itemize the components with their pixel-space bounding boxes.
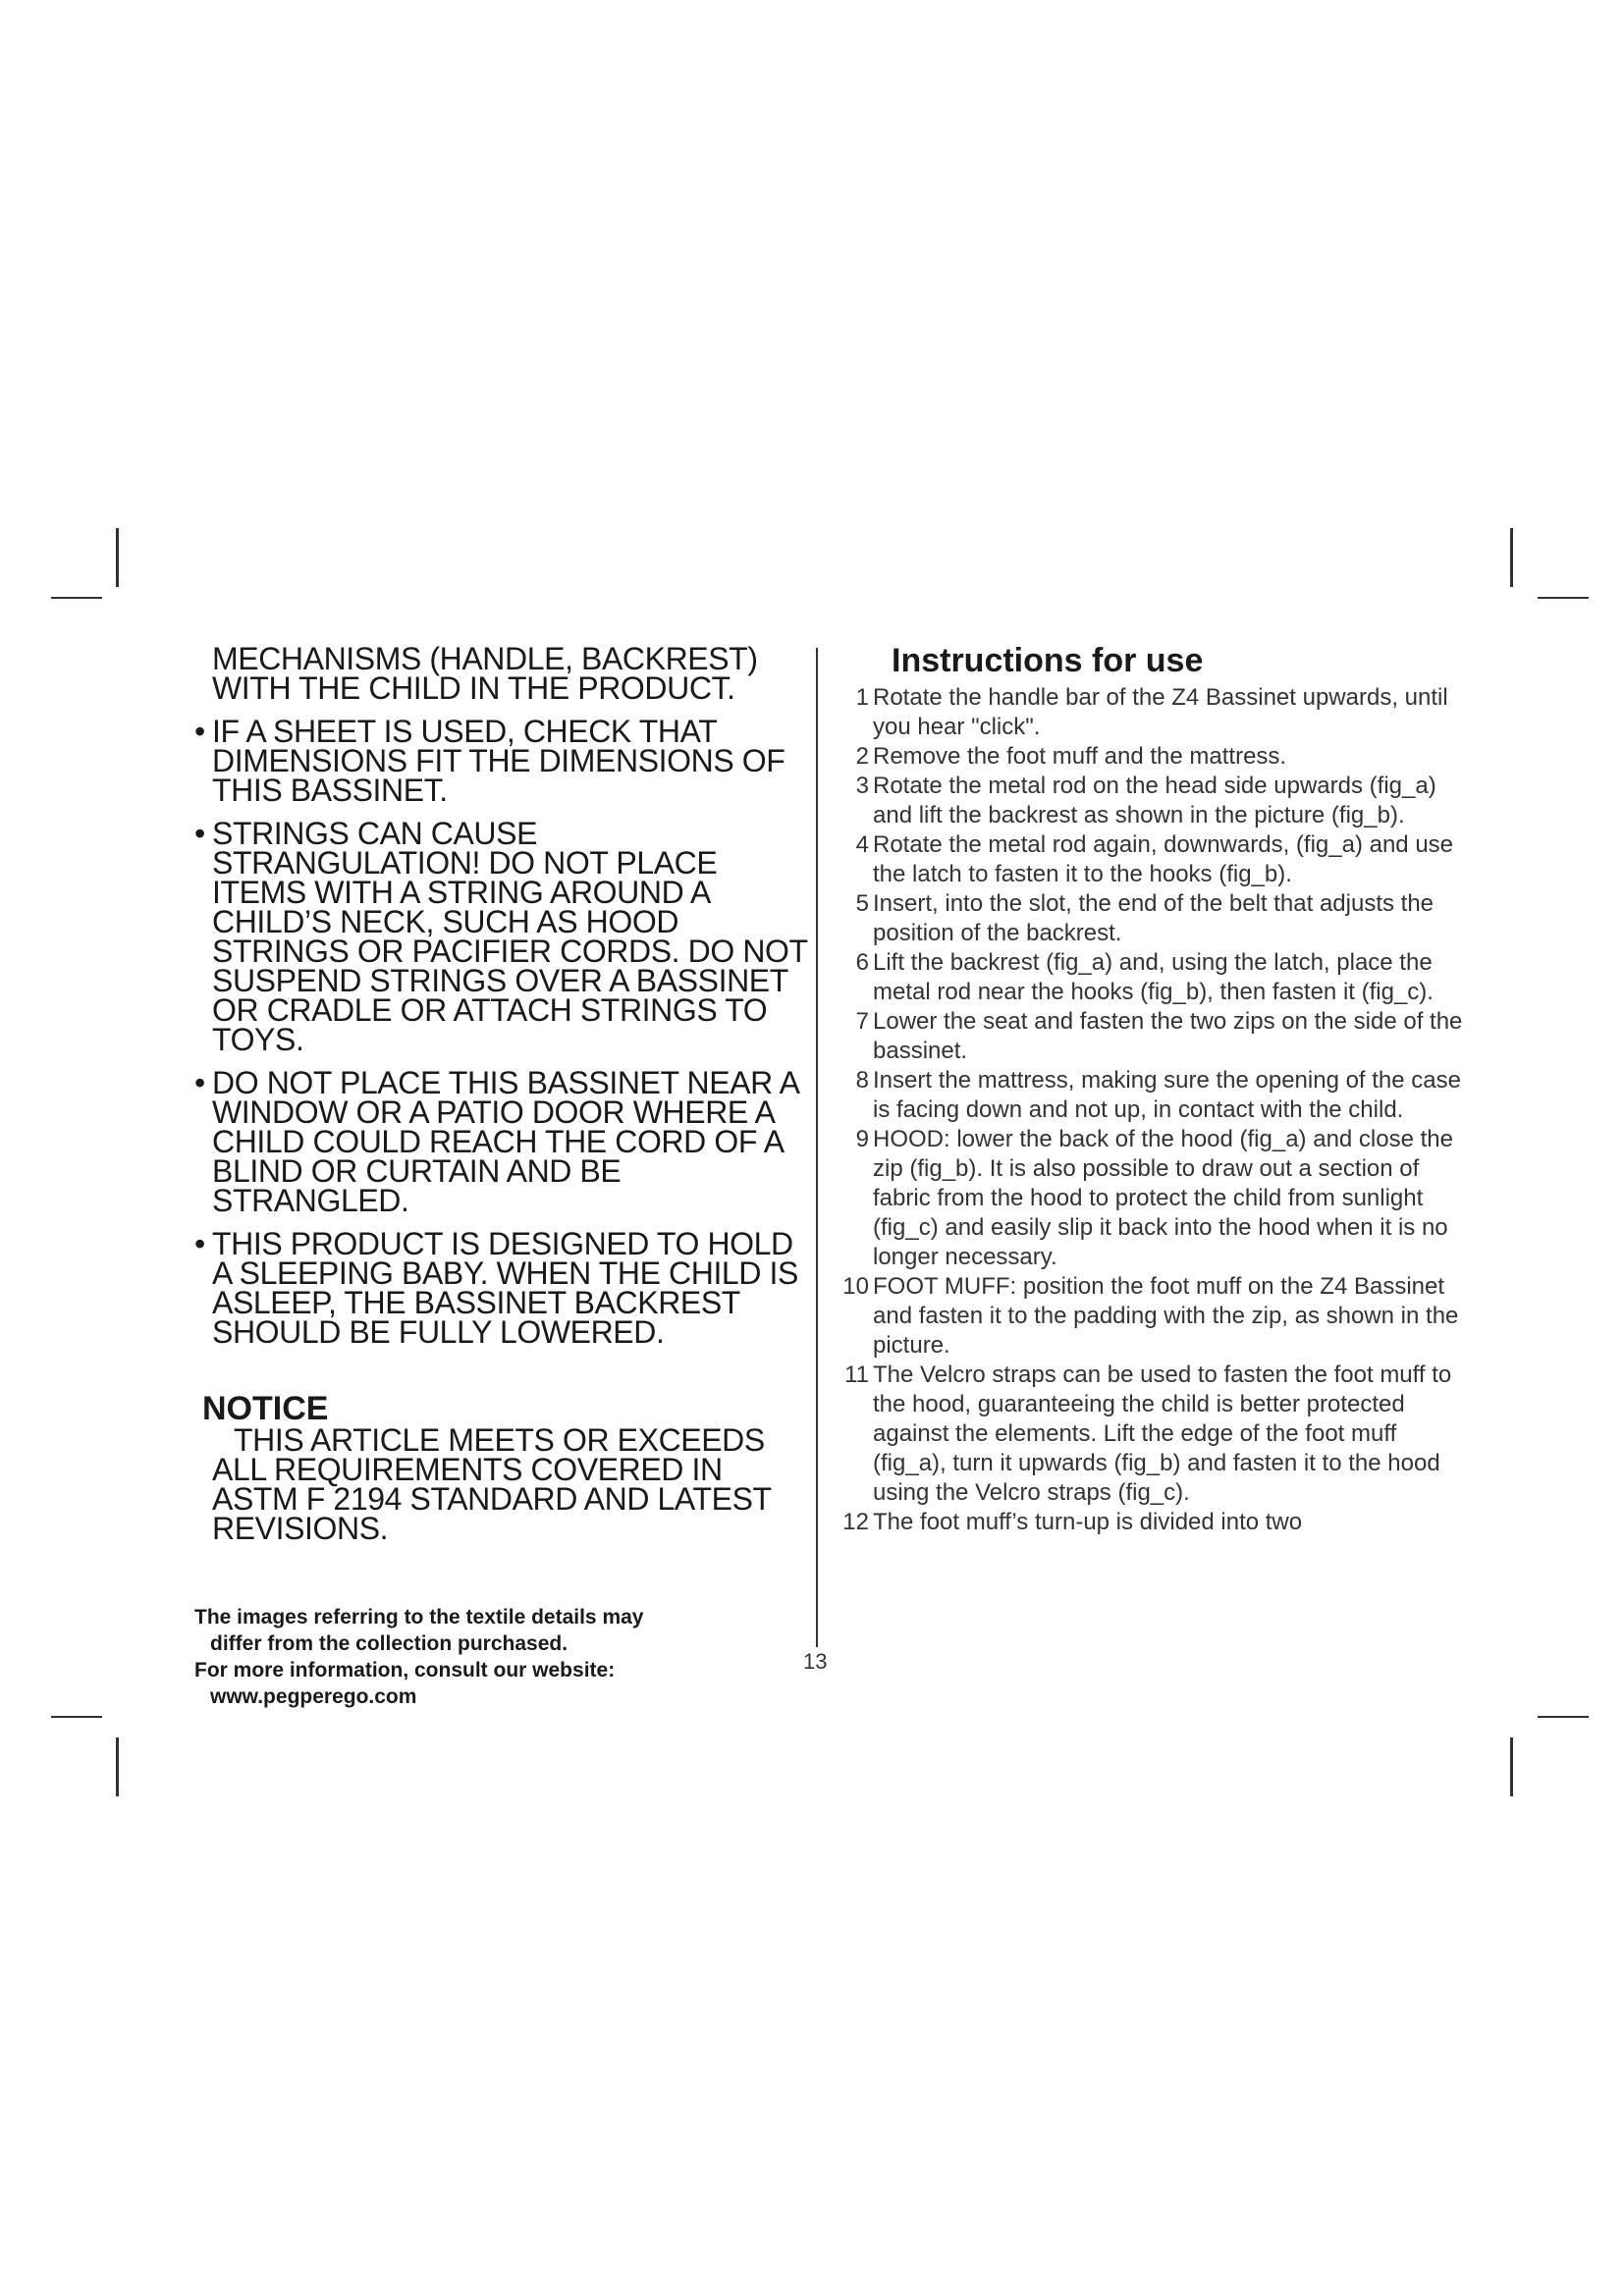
instruction-step: 10 FOOT MUFF: position the foot muff on the Z4 Bassinet and fasten it to the padding with the zip, as shown in the picture. [842,1273,1459,1359]
footnote-line: differ from the collection purchased. [210,1632,568,1655]
crop-mark [51,597,102,599]
crop-mark [1538,597,1589,599]
instruction-step: 7 Lower the seat and fasten the two zips on the side of the bassinet. [855,1008,1463,1064]
instruction-step: 6 Lift the backrest (fig_a) and, using the latch, place the metal rod near the hooks (fig_b), then fasten it (fig_c). [855,949,1434,1005]
warning-bullet: • IF A SHEET IS USED, CHECK THAT DIMENSIONS FIT THE DIMENSIONS OF THIS BASSINET. [194,714,785,808]
crop-mark [1510,1737,1513,1796]
bullet-dot: • [194,816,205,851]
instruction-step: 12 The foot muff’s turn-up is divided into two [842,1509,1303,1535]
instruction-step: 8 Insert the mattress, making sure the opening of the case is facing down and not up, in contact with the child. [855,1067,1461,1123]
website-link: www.pegperego.com [210,1685,417,1708]
notice-line: ASTM F 2194 STANDARD AND LATEST [212,1481,772,1517]
warning-bullet: • DO NOT PLACE THIS BASSINET NEAR A WINDOW OR A PATIO DOOR WHERE A CHILD COULD REACH THE CORD OF A BLIND OR CURTAIN AND BE STRANGLED. [194,1065,798,1218]
bullet-dot: • [194,1065,205,1100]
instruction-step: 4 Rotate the metal rod again, downwards, (fig_a) and use the latch to fasten it to the hooks (fig_b). [855,831,1454,887]
column-divider [816,648,818,1647]
instruction-step: 1 Rotate the handle bar of the Z4 Bassinet upwards, until you hear "click". [855,684,1448,740]
instruction-step: 11 The Velcro straps can be used to fasten the foot muff to the hood, guaranteeing the child is better protected against the elements. Lift the edge of the foot muff (fig_a), turn it upwards (fig_b) and fasten it to the hood using the Velcro straps (fig_c). [844,1362,1452,1506]
warning-bullet: • THIS PRODUCT IS DESIGNED TO HOLD A SLEEPING BABY. WHEN THE CHILD IS ASLEEP, THE BASSINET BACKREST SHOULD BE FULLY LOWERED. [194,1226,798,1350]
bullet-dot: • [194,714,205,749]
warning-bullet: • STRINGS CAN CAUSE STRANGULATION! DO NOT PLACE ITEMS WITH A STRING AROUND A CHILD’S NECK, SUCH AS HOOD STRINGS OR PACIFIER CORDS. DO NOT SUSPEND STRINGS OVER A BASSINET OR CRADLE OR ATTACH STRINGS TO TOYS. [194,816,808,1057]
instruction-step: 5 Insert, into the slot, the end of the belt that adjusts the position of the backrest. [855,890,1435,946]
notice-body [202,1422,813,1546]
notice-line: ALL REQUIREMENTS COVERED IN [212,1452,723,1487]
warnings-column [194,641,813,1710]
footnote-line: The images referring to the textile details may [194,1606,644,1629]
instructions-title: Instructions for use [892,642,1204,679]
footnote-line: For more information, consult our website: [194,1659,616,1682]
notice-line: THIS ARTICLE MEETS OR EXCEEDS [234,1422,765,1458]
instruction-step: 9 HOOD: lower the back of the hood (fig_a) and close the zip (fig_b). It is also possible to draw out a section of fabric from the hood to protect the child from sunlight (fig_c) and easily slip it back into the hood when it is no longer necessary. [855,1126,1453,1270]
page-number: 13 [803,1649,828,1674]
notice-section [194,1390,813,1546]
crop-mark [1538,1716,1589,1718]
crop-mark [116,1737,119,1796]
crop-mark [1510,528,1513,587]
instruction-step: 2 Remove the foot muff and the mattress. [855,743,1287,770]
notice-line: REVISIONS. [212,1511,389,1546]
crop-mark [116,528,119,587]
bullet-dot: • [194,1226,205,1261]
instructions-column [837,640,1465,1537]
crop-mark [51,1716,102,1718]
notice-heading: NOTICE [202,1390,329,1427]
footnote [194,1604,813,1710]
warning-continuation: MECHANISMS (HANDLE, BACKREST) WITH THE CHILD IN THE PRODUCT. [212,641,758,706]
instruction-step: 3 Rotate the metal rod on the head side upwards (fig_a) and lift the backrest as shown in the picture (fig_b). [855,773,1436,828]
